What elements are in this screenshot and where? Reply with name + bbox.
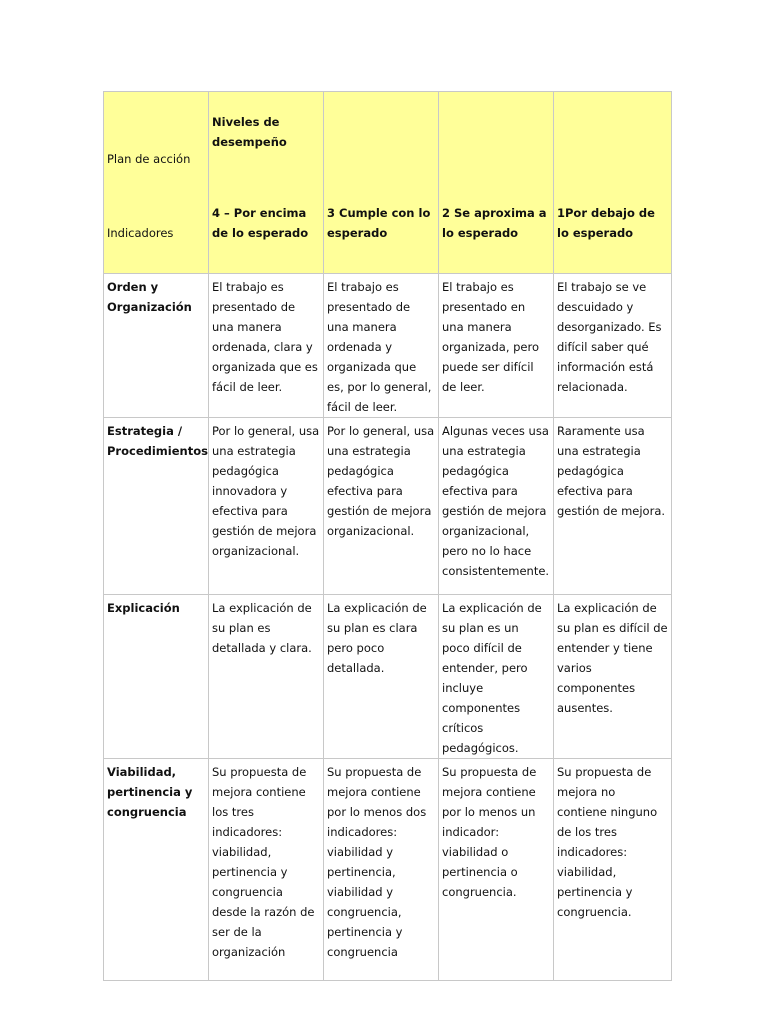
indicator-cell: Explicación <box>104 595 209 759</box>
criteria-cell: Su propuesta de mejora contiene por lo menos un indicador: viabilidad o pertinencia o congruencia. <box>439 759 554 981</box>
criteria-cell: Su propuesta de mejora no contiene ninguno de los tres indicadores: viabilidad, pertinencia y congruencia. <box>554 759 672 981</box>
header-niveles-label: Niveles de desempeño <box>212 115 287 149</box>
criteria-cell: Algunas veces usa una estrategia pedagógica efectiva para gestión de mejora organizacional, pero no lo hace consistentemente. <box>439 418 554 595</box>
criteria-cell: La explicación de su plan es difícil de entender y tiene varios componentes ausentes. <box>554 595 672 759</box>
header-level3-cell <box>324 92 439 274</box>
criteria-cell: Raramente usa una estrategia pedagógica efectiva para gestión de mejora. <box>554 418 672 595</box>
header-level1-label: 1Por debajo de lo esperado <box>557 206 655 240</box>
header-indicadores-label: Indicadores <box>107 226 174 240</box>
header-row <box>104 92 672 274</box>
header-level3-label: 3 Cumple con lo esperado <box>327 206 431 240</box>
criteria-cell: La explicación de su plan es un poco difícil de entender, pero incluye componentes críticos pedagógicos. <box>439 595 554 759</box>
criteria-cell: El trabajo se ve descuidado y desorganizado. Es difícil saber qué información está relacionada. <box>554 274 672 418</box>
criteria-cell: Por lo general, usa una estrategia pedagógica efectiva para gestión de mejora organizacional. <box>324 418 439 595</box>
indicator-cell: Viabilidad, pertinencia y congruencia <box>104 759 209 981</box>
criteria-cell: Su propuesta de mejora contiene por lo menos dos indicadores: viabilidad y pertinencia, viabilidad y congruencia, pertinencia y congruencia <box>324 759 439 981</box>
criteria-cell: El trabajo es presentado en una manera organizada, pero puede ser difícil de leer. <box>439 274 554 418</box>
indicator-cell: Orden y Organización <box>104 274 209 418</box>
rubric-table <box>103 91 672 981</box>
header-level2-cell <box>439 92 554 274</box>
header-plan-indicadores-cell <box>104 92 209 274</box>
table-row <box>104 418 672 595</box>
header-level1-cell <box>554 92 672 274</box>
criteria-cell: Su propuesta de mejora contiene los tres indicadores: viabilidad, pertinencia y congruencia desde la razón de ser de la organización <box>209 759 324 981</box>
header-level4-cell <box>209 92 324 274</box>
criteria-cell: La explicación de su plan es clara pero poco detallada. <box>324 595 439 759</box>
table-row <box>104 274 672 418</box>
table-row <box>104 759 672 981</box>
criteria-cell: Por lo general, usa una estrategia pedagógica innovadora y efectiva para gestión de mejora organizacional. <box>209 418 324 595</box>
criteria-cell: El trabajo es presentado de una manera ordenada, clara y organizada que es fácil de leer. <box>209 274 324 418</box>
header-level4-label: 4 – Por encima de lo esperado <box>212 206 309 240</box>
indicator-cell: Estrategia / Procedimientos <box>104 418 209 595</box>
table-row <box>104 595 672 759</box>
header-level2-label: 2 Se aproxima a lo esperado <box>442 206 547 240</box>
criteria-cell: El trabajo es presentado de una manera ordenada y organizada que es, por lo general, fácil de leer. <box>324 274 439 418</box>
header-plan-label: Plan de acción <box>107 152 191 166</box>
criteria-cell: La explicación de su plan es detallada y clara. <box>209 595 324 759</box>
